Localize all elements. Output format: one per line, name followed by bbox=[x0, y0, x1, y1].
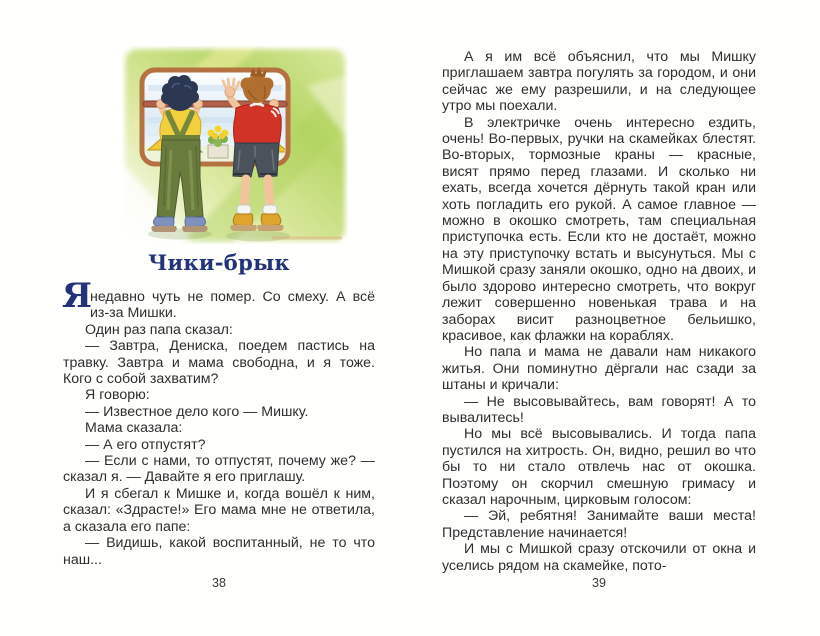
paragraph: — Эй, ребятня! Занимайте ваши места! Представление начинается! bbox=[442, 508, 756, 541]
right-page-text bbox=[442, 49, 756, 574]
paragraph: — Видишь, какой воспитанный, не то что наш... bbox=[63, 535, 375, 568]
paragraph: Но мы всё высовывались. И тогда папа пустился на хитрость. Он, видно, решил во что бы то ни стало отвлечь нас от окошка. Поэтому он скорчил смешную гримасу и сказал нарочным, цирковым голосом: bbox=[442, 426, 756, 508]
paragraph: И я сбегал к Мишке и, когда вошёл к ним, сказал: «Здрасте!» Его мама мне не ответила, а сказала его папе: bbox=[63, 485, 375, 535]
paragraph: Я говорю: bbox=[85, 387, 150, 404]
right-page bbox=[442, 0, 756, 636]
story-title: Чики-брык bbox=[148, 250, 290, 275]
left-page bbox=[63, 0, 375, 636]
train-window-illustration bbox=[122, 46, 348, 244]
paragraph: — Не высовывайтесь, вам говорят! А то вывалитесь! bbox=[442, 393, 756, 426]
drop-cap: Я bbox=[62, 276, 92, 316]
left-page-text bbox=[62, 276, 375, 568]
paragraph: Один раз папа сказал: bbox=[85, 321, 233, 338]
paragraph: — Завтра, Дениска, поедем пастись на травку. Завтра и мама свободна, и я тоже. Кого с собой захватим? bbox=[63, 338, 375, 388]
paragraph: Я недавно чуть не помер. Со смеху. А всё из-за Мишки. bbox=[62, 276, 375, 322]
paragraph: — Известное дело кого — Мишку. bbox=[85, 403, 309, 420]
paragraph: И мы с Мишкой сразу отскочили от окна и уселись рядом на скамейке, пото- bbox=[442, 541, 756, 574]
page-number-left: 38 bbox=[212, 576, 226, 590]
paragraph: Но папа и мама не давали нам никакого житья. Они поминутно дёргали нас сзади за штаны и кричали: bbox=[442, 344, 756, 394]
paragraph: — Если с нами, то отпустят, почему же? — сказал я. — Давайте я его приглашу. bbox=[63, 453, 375, 486]
paragraph: Мама сказала: bbox=[85, 420, 183, 437]
paragraph: — А его отпустят? bbox=[85, 436, 206, 453]
paragraph: А я им всё объяснил, что мы Мишку приглашаем завтра погулять за городом, и они сейчас же ему разрешили, и на следующее утро мы поехали. bbox=[442, 49, 756, 115]
page-number-right: 39 bbox=[592, 576, 606, 590]
paragraph: В электричке очень интересно ездить, очень! Во-первых, ручки на скамейках блестят. Во-вторых, тормозные краны — красные, висят прямо перед глазами. И сколько ни ехать, всегда хочется дёрнуть такой кран или хоть погладить его рукой. А самое главное — можно в окошко смотреть, там специальная приступочка есть. Если кто не достаёт, можно на эту приступочку встать и высунуться. Мы с Мишкой сразу заняли окошко, одно на двоих, и было здорово интересно смотреть, что вокруг лежит совершенно новенькая трава и на заборах висит разноцветное бельишко, красивое, как флажки на кораблях. bbox=[442, 114, 756, 344]
